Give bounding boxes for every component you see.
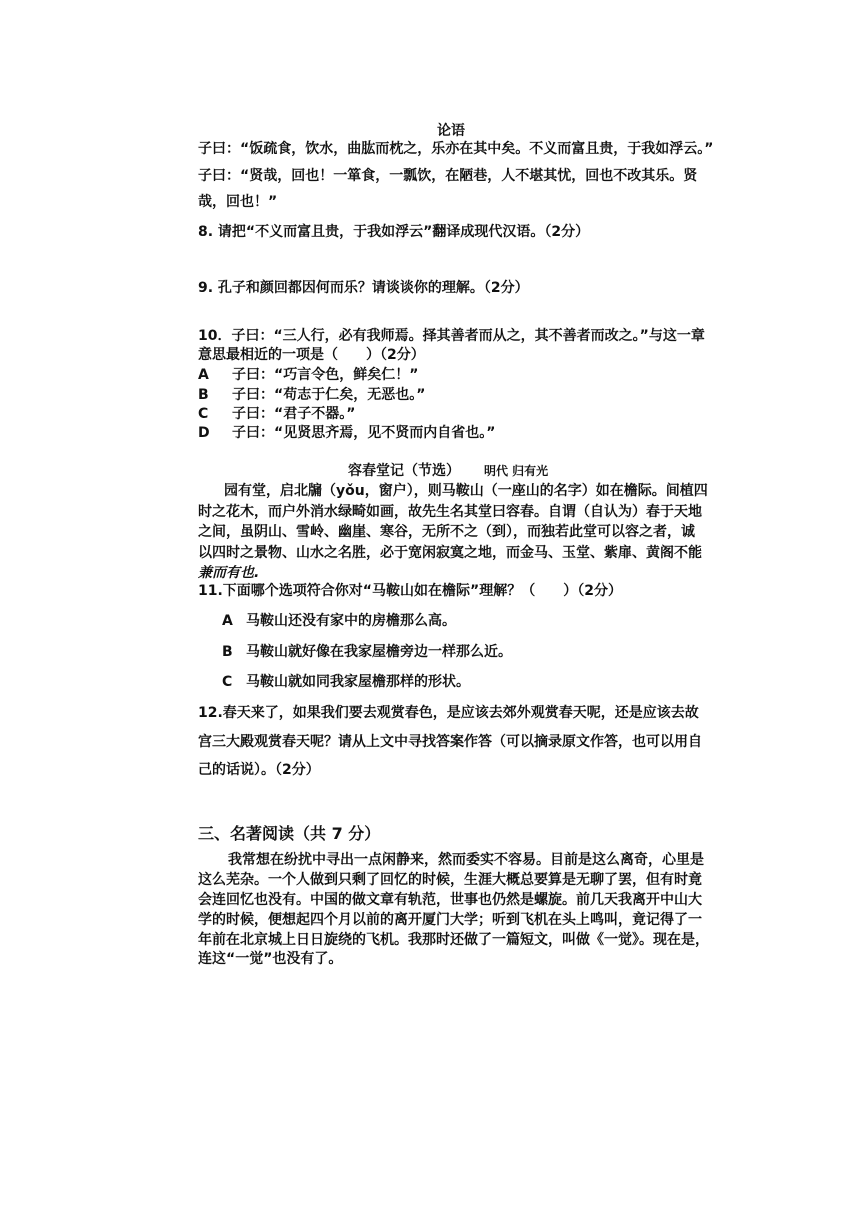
question-10-option-b bbox=[198, 386, 426, 404]
option-text: 马鞍山还没有家中的房檐那么高。 bbox=[246, 613, 456, 629]
option-text: 马鞍山就好像在我家屋檐旁边一样那么近。 bbox=[246, 644, 512, 660]
question-11-stem: 11.下面哪个选项符合你对“马鞍山如在檐际”理解？（ ）（2分） bbox=[198, 583, 622, 599]
option-letter: C bbox=[222, 674, 233, 690]
question-11-option-c bbox=[222, 673, 470, 691]
option-text: 子曰：“巧言令色，鲜矣仁！” bbox=[232, 367, 419, 383]
question-8: 8. 请把“不义而富且贵，于我如浮云”翻译成现代汉语。（2分） bbox=[198, 224, 590, 240]
rongchuntang-para-line-2: 时之花木，而户外消水绿畸如画，故先生名其堂曰容春。自谓（自认为）春于天地 bbox=[198, 504, 702, 520]
rongchuntang-para-line-4: 以四时之景物、山水之名胜，必于宽闲寂寞之地，而金马、玉堂、紫扉、黄阁不能 bbox=[198, 545, 702, 561]
question-10-stem-2: 意思最相近的一项是（ ）（2分） bbox=[198, 347, 425, 363]
rongchuntang-title: 容春堂记（节选） bbox=[348, 463, 460, 479]
lunyu-line-1: 子曰：“饭疏食，饮水，曲肱而枕之，乐亦在其中矣。不义而富且贵，于我如浮云。” bbox=[198, 141, 714, 157]
lunyu-line-3: 哉，回也！” bbox=[198, 194, 278, 210]
option-text: 马鞍山就如同我家屋檐那样的形状。 bbox=[246, 674, 470, 690]
option-letter: B bbox=[198, 387, 209, 403]
question-10-option-c bbox=[198, 405, 356, 423]
section-3-para-line-1: 我常想在纷扰中寻出一点闲静来，然而委实不容易。目前是这么离奇，心里是 bbox=[228, 852, 704, 868]
question-11-option-a bbox=[222, 612, 456, 630]
option-text: 子曰：“见贤思齐焉，见不贤而内自省也。” bbox=[232, 425, 496, 441]
rongchuntang-para-line-1: 园有堂，启北牖（yǒu，窗户），则马鞍山（一座山的名字）如在檐际。间植四 bbox=[224, 483, 708, 499]
question-9: 9. 孔子和颜回都因何而乐？请谈谈你的理解。（2分） bbox=[198, 280, 529, 296]
question-10-option-a bbox=[198, 366, 419, 384]
lunyu-title: 论语 bbox=[437, 123, 465, 139]
section-3-para-line-2: 这么芜杂。一个人做到只剩了回忆的时候，生涯大概总要算是无聊了罢，但有时竟 bbox=[198, 872, 702, 888]
option-text: 子曰：“苟志于仁矣，无恶也。” bbox=[232, 387, 426, 403]
question-12-line-1: 12.春天来了，如果我们要去观赏春色，是应该去郊外观赏春天呢，还是应该去故 bbox=[198, 705, 699, 721]
option-letter: A bbox=[198, 367, 209, 383]
section-3-para-line-4: 学的时候，便想起四个月以前的离开厦门大学；听到飞机在头上鸣叫，竟记得了一 bbox=[198, 912, 702, 928]
option-letter: B bbox=[222, 644, 233, 660]
rongchuntang-para-line-5: 兼而有也. bbox=[198, 565, 260, 581]
rongchuntang-para-line-3: 之间，虽阴山、雪岭、幽崖、寒谷，无所不之（到），而独若此堂可以容之者，诚 bbox=[198, 524, 695, 540]
section-3-heading: 三、名著阅读（共 7 分） bbox=[198, 824, 381, 843]
question-11-option-b bbox=[222, 643, 512, 661]
section-3-para-line-5: 年前在北京城上日日旋绕的飞机。我那时还做了一篇短文，叫做《一觉》。现在是， bbox=[198, 932, 709, 948]
question-10-option-d bbox=[198, 424, 496, 442]
option-letter: D bbox=[198, 425, 210, 441]
section-3-para-line-3: 会连回忆也没有。中国的做文章有轨范，世事也仍然是螺旋。前几天我离开中山大 bbox=[198, 892, 702, 908]
question-12-line-2: 宫三大殿观赏春天呢？请从上文中寻找答案作答（可以摘录原文作答，也可以用自 bbox=[198, 734, 702, 750]
section-3-para-line-6: 连这“一觉”也没有了。 bbox=[198, 951, 343, 967]
lunyu-line-2: 子曰：“贤哉，回也！一箪食，一瓢饮，在陋巷，人不堪其忧，回也不改其乐。贤 bbox=[198, 168, 698, 184]
option-letter: C bbox=[198, 406, 209, 422]
rongchuntang-author: 明代 归有光 bbox=[484, 464, 549, 478]
question-10-stem-1: 10．子曰：“三人行，必有我师焉。择其善者而从之，其不善者而改之。”与这一章 bbox=[198, 328, 705, 344]
option-letter: A bbox=[222, 613, 233, 629]
question-12-line-3: 己的话说）。（2分） bbox=[198, 762, 320, 778]
option-text: 子曰：“君子不器。” bbox=[232, 406, 356, 422]
